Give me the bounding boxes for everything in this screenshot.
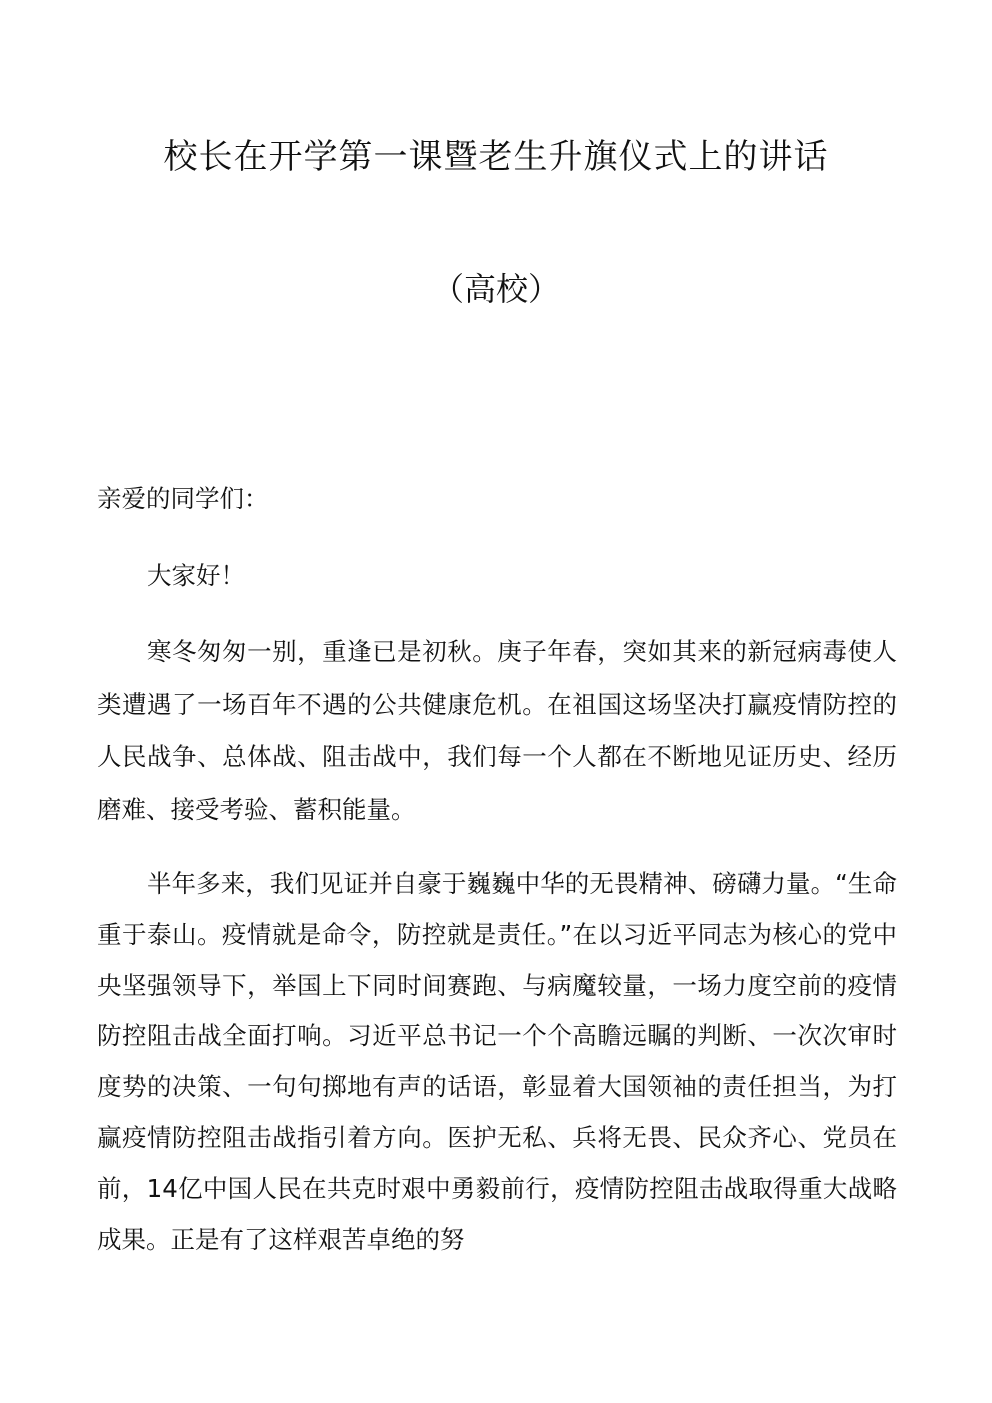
document-title: 校长在开学第一课暨老生升旗仪式上的讲话 (163, 137, 829, 177)
greeting: 大家好！ (147, 561, 245, 590)
document-subtitle: （高校） (431, 270, 560, 308)
salutation: 亲爱的同学们： (97, 484, 269, 513)
paragraph-2: 半年多来，我们见证并自豪于巍巍中华的无畏精神、磅礴力量。“生命重于泰山。疫情就是命令，防控就是责任。”在以习近平同志为核心的党中央坚强领导下，举国上下同时间赛跑、与病魔较量，一场力度空前的疫情防控阻击战全面打响。习近平总书记一个个高瞻远瞩的判断、一次次审时度势的决策、一句句掷地有声的话语，彰显着大国领袖的责任担当，为打赢疫情防控阻击战指引着方向。医护无私、兵将无畏、民众齐心、党员在前，14亿中国人民在共克时艰中勇毅前行，疫情防控阻击战取得重大战略成果。正是有了这样艰苦卓绝的努 (97, 869, 897, 1254)
paragraph-1: 寒冬匆匆一别，重逢已是初秋。庚子年春，突如其来的新冠病毒使人类遭遇了一场百年不遇的公共健康危机。在祖国这场坚决打赢疫情防控的人民战争、总体战、阻击战中，我们每一个人都在不断地见证历史、经历磨难、接受考验、蓄积能量。 (97, 637, 897, 824)
